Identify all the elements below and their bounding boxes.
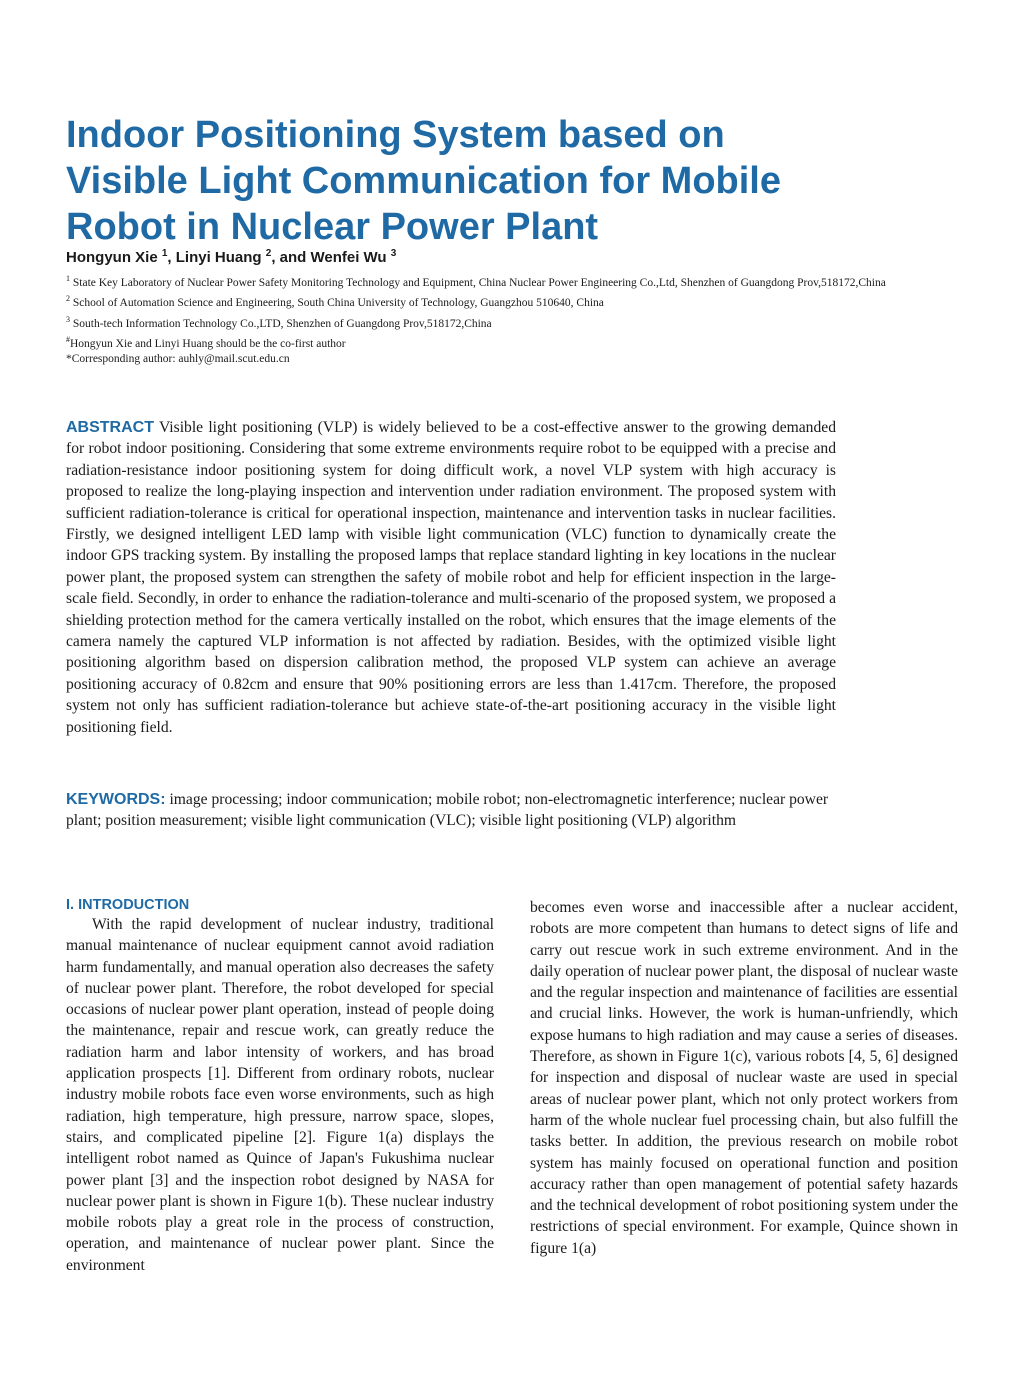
intro-paragraph-right: becomes even worse and inaccessible after a nuclear accident, robots are more competent than humans to detect signs of life and carry out rescue work in such extreme environment. And in the daily operation of nuclear power plant, the disposal of nuclear waste and the regular inspection and maintenance of facilities are essential and crucial links. However, the work is human-unfriendly, which expose humans to high radiation and may cause a series of diseases. Therefore, as shown in Figure 1(c), various robots [4, 5, 6] designed for inspection and disposal of nuclear waste are used in special areas of nuclear power plant, which not only protect workers from harm of the whole nuclear fuel processing chain, but also fulfill the tasks better. In addition, the previous research on mobile robot system has mainly focused on operational function and position accuracy rather than open management of potential safety hazards and the technical development of robot positioning system under the restrictions of special environment. For example, Quince shown in figure 1(a): [530, 899, 958, 1257]
affiliation-marker: 1: [66, 274, 70, 283]
keywords-label: KEYWORDS:: [66, 791, 166, 808]
affiliation-text: *Corresponding author: auhly@mail.scut.edu.cn: [66, 353, 290, 366]
abstract-label: ABSTRACT: [66, 419, 154, 436]
corresponding-author-note: [66, 352, 946, 368]
affiliation: [66, 312, 946, 332]
paper-title: [66, 112, 946, 250]
affiliations: [66, 271, 946, 368]
affiliation-text: South-tech Information Technology Co.,LTD, Shenzhen of Guangdong Prov,518172,China: [70, 317, 492, 330]
keywords: [66, 789, 836, 831]
left-column: [66, 896, 494, 1276]
affiliation-text: State Key Laboratory of Nuclear Power Safety Monitoring Technology and Equipment, China Nuclear Power Engineering Co.,Ltd, Shenzhen of Guangdong Prov,518172,China: [70, 276, 886, 289]
intro-paragraph-left: With the rapid development of nuclear industry, traditional manual maintenance of nuclear equipment cannot avoid radiation harm fundamentally, and manual operation also decreases the safety of nuclear power plant. Therefore, the robot developed for special occasions of nuclear power plant operation, instead of people doing the maintenance, repair and rescue work, can greatly reduce the radiation harm and labor intensity of workers, and has broad application prospects [1]. Different from ordinary robots, nuclear industry mobile robots face even worse environments, such as high radiation, high temperature, high pressure, narrow space, slopes, stairs, and complicated pipeline [2]. Figure 1(a) displays the intelligent robot named as Quince of Japan's Fukushima nuclear power plant [3] and the inspection robot designed by NASA for nuclear power plant is shown in Figure 1(b). These nuclear industry mobile robots play a great role in the process of construction, operation, and maintenance of nuclear power plant. Since the environment: [66, 916, 494, 1274]
author-name: Hongyun Xie: [66, 249, 162, 266]
affiliation-marker: 3: [66, 314, 70, 324]
co-first-author-note: [66, 332, 946, 352]
section-heading-introduction: I. INTRODUCTION: [66, 897, 190, 913]
abstract-text: Visible light positioning (VLP) is widely believed to be a cost-effective answer to the growing demanded for robot indoor positioning. Considering that some extreme environments require robot to be equipped with a precise and radiation-resistance indoor positioning system for doing difficult work, a novel VLP system with high accuracy is proposed to realize the long-playing inspection and intervention under radiation environment. The proposed system with sufficient radiation-tolerance is critical for operational inspection, maintenance and intervention tasks in nuclear facilities. Firstly, we designed intelligent LED lamp with visible light communication (VLC) function to dynamically create the indoor GPS tracking system. By installing the proposed lamps that replace standard lighting in key locations in the nuclear power plant, the proposed system can strengthen the safety of mobile robot and help for efficient inspection in the large-scale field. Secondly, in order to enhance the radiation-tolerance and multi-scenario of the proposed system, we proposed a shielding protection method for the camera vertically installed on the robot, which ensures that the image elements of the camera namely the captured VLP information is not affected by radiation. Besides, with the optimized visible light positioning algorithm based on dispersion calibration method, the proposed VLP system can achieve an average positioning accuracy of 0.82cm and ensure that 90% positioning errors are less than 1.417cm. Therefore, the proposed system not only has sufficient radiation-tolerance but achieve state-of-the-art positioning accuracy in the visible light positioning field.: [66, 419, 836, 736]
author-affil-marker: 1: [161, 248, 168, 259]
affiliation-text: School of Automation Science and Engineering, South China University of Technology, Guangzhou 510640, China: [70, 297, 604, 310]
title-line: Robot in Nuclear Power Plant: [66, 206, 599, 248]
affiliation-marker: #: [66, 334, 70, 344]
affiliation: [66, 291, 946, 311]
keywords-text: image processing; indoor communication; mobile robot; non-electromagnetic interference; nuclear power plant; position measurement; visible light communication (VLC); visible light positioning (VLP) algorithm: [66, 791, 829, 829]
title-line: Visible Light Communication for Mobile: [66, 160, 781, 202]
title-line: Indoor Positioning System based on: [66, 114, 725, 156]
affiliation: [66, 271, 946, 291]
author-list: [66, 248, 396, 266]
right-column: [530, 897, 958, 1259]
abstract: [66, 417, 836, 738]
author-name: , and Wenfei Wu: [271, 249, 391, 266]
affiliation-text: Hongyun Xie and Linyi Huang should be the co-first author: [70, 337, 346, 350]
author-affil-marker: 3: [390, 248, 397, 259]
affiliation-marker: 2: [66, 294, 70, 304]
author-affil-marker: 2: [265, 248, 272, 259]
author-name: , Linyi Huang: [167, 249, 266, 266]
